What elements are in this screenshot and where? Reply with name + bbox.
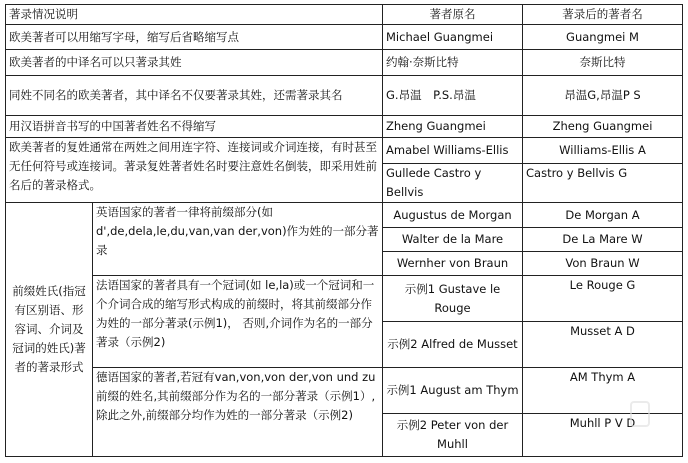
row-orig: Michael Guangmei [383,25,523,50]
table-row [6,203,683,228]
table-row [6,116,683,138]
prefix-group-desc: 英语国家的著者一律将前缀部分(如d',de,dela,le,du,van,van der,von)作为姓的一部分著录 [93,203,383,276]
header-desc: 著录情况说明 [6,5,383,25]
row-after: De La Mare W [523,228,683,252]
row-orig: 示例2 Alfred de Musset [383,322,523,368]
row-orig: Wernher von Braun [383,252,523,276]
prefix-label: 前缀姓氏(指冠有区别语、形容词、介词及冠词的姓氏)著者的著录形式 [6,203,93,457]
row-desc: 同姓不同名的欧美著者，其中译名不仅要著录其姓，还需著录其名 [6,76,383,116]
table-row [6,76,683,116]
prefix-group-desc: 法语国家的著者具有一个冠词(如 le,la)或一个冠词和一个介词合成的缩写形式构成的前缀时，将其前缀部分作为姓的一部分著录(示例1)， 否则,介词作为名的一部分著录（示例2) [93,276,383,368]
header-after: 著录后的著者名 [523,5,683,25]
row-orig: 示例2 Peter von der Muhll [383,414,523,457]
row-orig: Augustus de Morgan [383,203,523,228]
row-after: Zheng Guangmei [523,116,683,138]
compound-desc: 欧美著者的复姓通常在两姓之间用连字符、连接词或介词连接，有时甚至无任何符号或连接词。著录复姓著者姓名时要注意姓名倒装，即采用姓前名后的著录格式。 [6,138,383,203]
row-orig: 示例1 Gustave le Rouge [383,276,523,322]
table-row [6,368,683,414]
row-after: Williams-Ellis A [523,138,683,164]
row-desc: 用汉语拼音书写的中国著者姓名不得缩写 [6,116,383,138]
header-orig: 著者原名 [383,5,523,25]
row-orig: Zheng Guangmei [383,116,523,138]
prefix-group-desc: 德语国家的著者,若冠有van,von,von der,von und zu 前缀的姓名,其前缀部分作为名的一部分著录（示例1）,除此之外,前缀部分均作为姓的一部分著录（示例2) [93,368,383,457]
table-row [6,50,683,76]
row-orig: Amabel Williams-Ellis [383,138,523,164]
row-after: Castro y Bellvis G [523,164,683,203]
table-row [6,25,683,50]
row-desc: 欧美著者可以用缩写字母，缩写后省略缩写点 [6,25,383,50]
watermark-icon [630,401,650,427]
row-after: Muhll P V D [523,414,683,457]
row-after: 昂温G,昂温P S [523,76,683,116]
row-orig: Walter de la Mare [383,228,523,252]
row-after: Guangmei M [523,25,683,50]
row-orig: 示例1 August am Thym [383,368,523,414]
table-header-row [6,5,683,25]
row-after: De Morgan A [523,203,683,228]
row-after: Musset A D [523,322,683,368]
row-orig: Gullede Castro y Bellvis [383,164,523,203]
row-desc: 欧美著者的中译名可以只著录其姓 [6,50,383,76]
table-row [6,276,683,322]
row-after: 奈斯比特 [523,50,683,76]
row-after: Le Rouge G [523,276,683,322]
row-orig: G.昂温 P.S.昂温 [383,76,523,116]
row-orig: 约翰·奈斯比特 [383,50,523,76]
row-after: Von Braun W [523,252,683,276]
row-after: AM Thym A [523,368,683,414]
author-rules-table [5,4,683,457]
table-row [6,138,683,164]
